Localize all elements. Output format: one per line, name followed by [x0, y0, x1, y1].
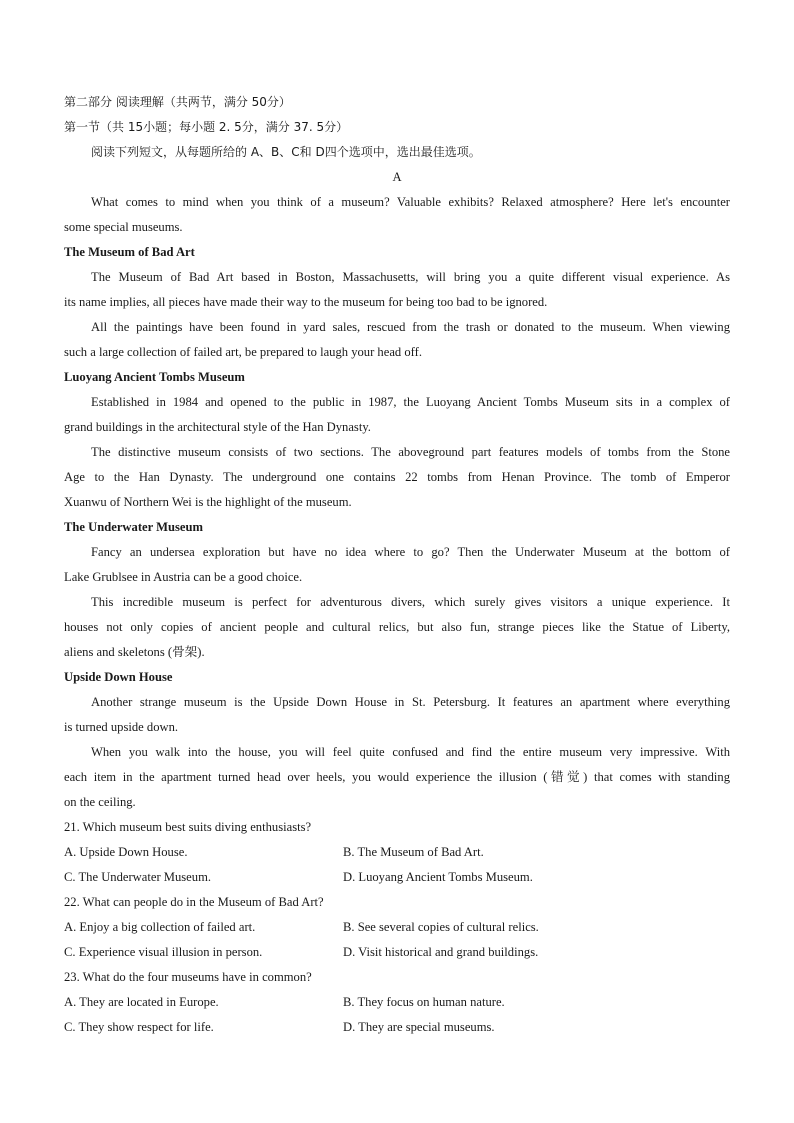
paragraph-line: each item in the apartment turned head over heels, you would experience the illusion (错觉) that comes with standing: [64, 770, 730, 784]
option-a[interactable]: A. They are located in Europe.: [64, 995, 219, 1009]
question-stem: 23. What do the four museums have in common?: [64, 970, 312, 984]
section-title: The Underwater Museum: [64, 520, 203, 534]
paragraph-line: The Museum of Bad Art based in Boston, Massachusetts, will bring you a quite different visual experience. As: [91, 270, 730, 284]
section-title: The Museum of Bad Art: [64, 245, 195, 259]
intro-line: some special museums.: [64, 220, 183, 234]
option-c[interactable]: C. The Underwater Museum.: [64, 870, 212, 884]
paragraph-line: All the paintings have been found in yard sales, rescued from the trash or donated to the museum. When viewing: [91, 320, 730, 334]
option-d[interactable]: D. Visit historical and grand buildings.: [343, 945, 539, 959]
instruction: 阅读下列短文，从每题所给的 A、B、C和 D四个选项中，选出最佳选项。: [91, 145, 481, 159]
option-d[interactable]: D. Luoyang Ancient Tombs Museum.: [343, 870, 533, 884]
intro-line: What comes to mind when you think of a museum? Valuable exhibits? Relaxed atmosphere? Here let's encounter: [91, 195, 730, 209]
question-stem: 22. What can people do in the Museum of Bad Art?: [64, 895, 324, 909]
paragraph-line: is turned upside down.: [64, 720, 179, 734]
section-title: Luoyang Ancient Tombs Museum: [64, 370, 245, 384]
option-row: [64, 1015, 730, 1040]
section-heading: 第一节（共 15小题；每小题 2. 5分，满分 37. 5分）: [64, 120, 349, 134]
option-b[interactable]: B. The Museum of Bad Art.: [343, 845, 484, 859]
option-row: [64, 915, 730, 940]
option-row: [64, 940, 730, 965]
option-d[interactable]: D. They are special museums.: [343, 1020, 495, 1034]
paragraph-line: such a large collection of failed art, be prepared to laugh your head off.: [64, 345, 422, 359]
section-title: Upside Down House: [64, 670, 173, 684]
paragraph-line: Xuanwu of Northern Wei is the highlight of the museum.: [64, 495, 352, 509]
paragraph-line: The distinctive museum consists of two sections. The aboveground part features models of tombs from the Stone: [91, 445, 730, 459]
paragraph-line: This incredible museum is perfect for adventurous divers, which surely gives visitors a unique experience. It: [91, 595, 730, 609]
paragraph-line: grand buildings in the architectural style of the Han Dynasty.: [64, 420, 371, 434]
paragraph-line: Fancy an undersea exploration but have no idea where to go? Then the Underwater Museum at the bottom of: [91, 545, 730, 559]
option-a[interactable]: A. Upside Down House.: [64, 845, 188, 859]
option-b[interactable]: B. See several copies of cultural relics.: [343, 920, 539, 934]
paragraph-line: Established in 1984 and opened to the public in 1987, the Luoyang Ancient Tombs Museum sits in a complex of: [91, 395, 730, 409]
paragraph-line: Another strange museum is the Upside Down House in St. Petersburg. It features an apartment where everything: [91, 695, 730, 709]
option-row: [64, 865, 730, 890]
paragraph-line: Age to the Han Dynasty. The underground one contains 22 tombs from Henan Province. The tomb of Emperor: [64, 470, 730, 484]
option-row: [64, 840, 730, 865]
passage-label: A: [392, 170, 402, 184]
option-a[interactable]: A. Enjoy a big collection of failed art.: [64, 920, 256, 934]
question-stem: 21. Which museum best suits diving enthusiasts?: [64, 820, 312, 834]
paragraph-line: When you walk into the house, you will feel quite confused and find the entire museum very impressive. With: [91, 745, 730, 759]
paragraph-line: aliens and skeletons (骨架).: [64, 645, 205, 659]
option-row: [64, 990, 730, 1015]
paragraph-line: on the ceiling.: [64, 795, 136, 809]
option-b[interactable]: B. They focus on human nature.: [343, 995, 505, 1009]
option-c[interactable]: C. Experience visual illusion in person.: [64, 945, 263, 959]
paragraph-line: Lake Grublsee in Austria can be a good choice.: [64, 570, 303, 584]
paragraph-line: its name implies, all pieces have made their way to the museum for being too bad to be ignored.: [64, 295, 548, 309]
part-heading: 第二部分 阅读理解（共两节，满分 50分）: [64, 95, 291, 109]
exam-page: [64, 90, 730, 1040]
option-c[interactable]: C. They show respect for life.: [64, 1020, 214, 1034]
paragraph-line: houses not only copies of ancient people and cultural relics, but also fun, strange pieces like the Statue of Liberty,: [64, 620, 730, 634]
